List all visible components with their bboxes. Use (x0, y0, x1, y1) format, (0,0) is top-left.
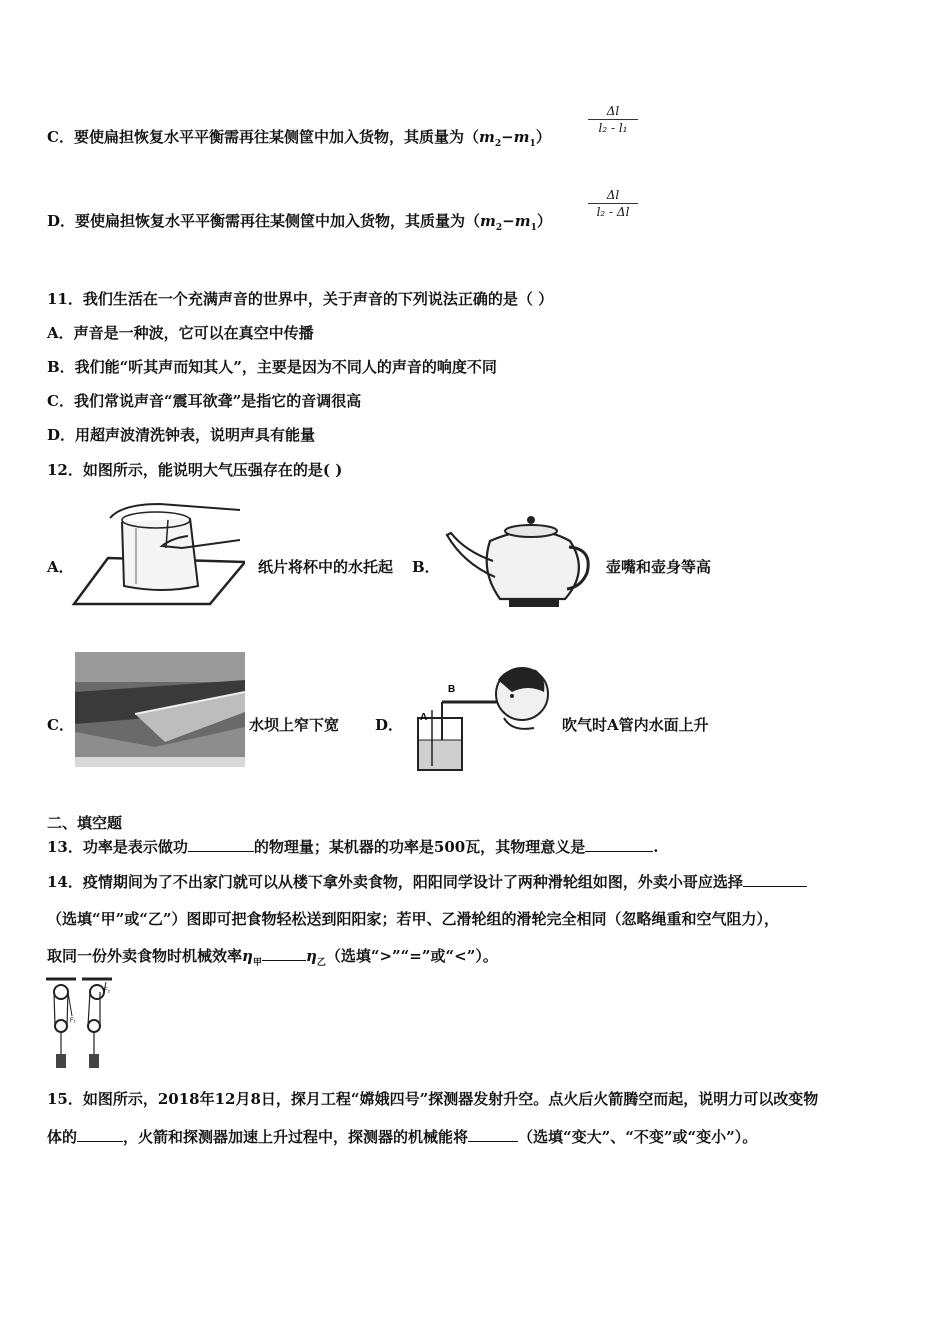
q10-d-fraction: $\frac{\Delta l}{\text{l₂ - Δl}}$ (588, 188, 638, 219)
q14-line-1: 14．疫情期间为了不出家门就可以从楼下拿外卖食物，阳阳同学设计了两种滑轮组如图，外卖小哥应选择 (47, 872, 807, 892)
q14-line-3: 取同一份外卖食物时机械效率$\eta_甲$ $\eta_乙$（选填“>”“=”或“<”）。 (47, 947, 498, 968)
q12-a-caption: 纸片将杯中的水托起 (258, 558, 394, 576)
q11-option-d: D．用超声波清洗钟表，说明声具有能量 (47, 426, 316, 444)
q12-a-label: A． (47, 558, 74, 576)
pulley-figure (44, 976, 114, 1072)
q13: 13．功率是表示做功 的物理量；某机器的功率是500瓦，其物理意义是 . (47, 838, 659, 856)
q14-blank-2[interactable] (262, 946, 306, 961)
q11-stem: 11．我们生活在一个充满声音的世界中，关于声音的下列说法正确的是（ ） (47, 290, 554, 308)
q12-c-caption: 水坝上窄下宽 (249, 716, 340, 734)
tube-label-a: A (420, 712, 428, 723)
tube-label-b: B (448, 684, 456, 695)
q13-blank-2[interactable] (585, 837, 653, 852)
q11-option-b: B．我们能“听其声而知其人”，主要是因为不同人的声音的响度不同 (47, 358, 497, 376)
q11-option-c: C．我们常说声音“震耳欲聋”是指它的音调很高 (47, 392, 362, 410)
q12-d-caption: 吹气时A管内水面上升 (562, 716, 709, 734)
q14-line-2: （选填“甲”或“乙”）图即可把食物轻松送到阳阳家；若甲、乙滑轮组的滑轮完全相同（忽略绳重和空气阻力）， (47, 910, 780, 928)
blow-tube-figure (412, 662, 552, 774)
q15-line-1: 15．如图所示，2018年12月8日，探月工程“嫦娥四号”探测器发射升空。点火后火箭腾空而起，说明力可以改变物 (47, 1090, 819, 1108)
q15-blank-1[interactable] (77, 1127, 123, 1142)
q14-blank-1[interactable] (743, 872, 807, 887)
q10-option-d: D．要使扁担恢复水平平衡需再往某侧筐中加入货物，其质量为$(m_2-m_1)$ (47, 212, 552, 233)
q10-d-text: D．要使扁担恢复水平平衡需再往某侧筐中加入货物，其质量为（ (47, 212, 481, 230)
q12-d-label: D． (375, 716, 404, 734)
cup-paper-figure (70, 500, 245, 606)
q12-b-label: B． (412, 558, 440, 576)
q10-c-text: C．要使扁担恢复水平平衡需再往某侧筐中加入货物，其质量为（ (47, 128, 479, 146)
q12-stem: 12．如图所示，能说明大气压强存在的是( ) (47, 461, 343, 479)
dam-figure (75, 652, 245, 767)
q13-blank-1[interactable] (188, 837, 254, 852)
teapot-figure (445, 511, 595, 611)
pulley-label-f1: F₁ (70, 1018, 76, 1024)
q10-option-c: C．要使扁担恢复水平平衡需再往某侧筐中加入货物，其质量为$(m_2-m_1)$ (47, 128, 551, 149)
q15-blank-2[interactable] (468, 1127, 518, 1142)
pulley-label-f2: F₂ (104, 988, 110, 994)
q15-line-2: 体的 ，火箭和探测器加速上升过程中，探测器的机械能将 （选填“变大”、“不变”或“变小”）。 (47, 1128, 758, 1146)
q12-b-caption: 壶嘴和壶身等高 (606, 558, 712, 576)
q12-c-label: C． (47, 716, 74, 734)
q10-c-fraction: $\frac{\Delta l}{\text{l₂ - l₁}}$ (588, 104, 638, 135)
section-2-title: 二、填空题 (47, 814, 123, 832)
q11-option-a: A．声音是一种波，它可以在真空中传播 (47, 324, 314, 342)
